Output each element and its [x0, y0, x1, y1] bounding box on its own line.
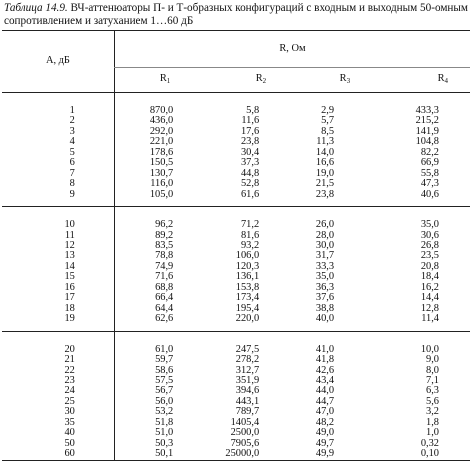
cell-r3: 49,7	[315, 437, 335, 449]
cell-attenuation: 3	[69, 125, 75, 137]
cell-r2: 44,8	[240, 167, 260, 179]
cell-r4: 9,0	[426, 354, 439, 366]
cell-r2: 93,2	[240, 239, 260, 251]
cell-attenuation: 15	[64, 271, 75, 283]
cell-r2: 106,0	[235, 250, 260, 262]
cell-r2: 25000,0	[192, 449, 288, 460]
cell-r1: 50,1	[114, 449, 192, 460]
cell-attenuation: 2	[69, 115, 75, 127]
cell-r4: 8,0	[426, 364, 439, 376]
cell-r3: 42,6	[315, 364, 335, 376]
cell-r4: 82,2	[420, 146, 439, 158]
cell-r4: 7,1	[426, 374, 439, 386]
cell-r2: 394,6	[235, 385, 260, 397]
cell-r3: 26,0	[315, 219, 335, 231]
cell-r3: 41,8	[315, 354, 335, 366]
cell-r1: 221,0	[114, 137, 192, 147]
cell-attenuation: 8	[69, 178, 75, 190]
cell-r4: 40,6	[372, 190, 470, 207]
cell-r4: 0,10	[372, 449, 470, 460]
cell-r1: 83,5	[114, 241, 192, 251]
cell-r3: 21,5	[315, 178, 335, 190]
cell-r3: 2,9	[321, 105, 335, 116]
cell-attenuation: 22	[64, 364, 75, 376]
header-resistance: R, Ом	[114, 31, 470, 68]
cell-r3: 19,0	[315, 167, 335, 179]
cell-r1: 59,7	[114, 355, 192, 365]
cell-r3: 49,0	[315, 427, 335, 439]
cell-r1: 68,8	[114, 283, 192, 293]
cell-r1: 56,7	[114, 386, 192, 396]
cell-r3: 40,0	[288, 314, 372, 331]
cell-r2: 11,6	[241, 115, 260, 127]
cell-r4: 14,4	[420, 292, 439, 304]
table-row	[2, 449, 470, 460]
cell-attenuation: 16	[64, 281, 75, 293]
cell-r2: 52,8	[240, 178, 260, 190]
cell-r1: 89,2	[114, 231, 192, 241]
cell-r4: 0,32	[420, 437, 439, 449]
cell-r1: 96,2	[114, 207, 192, 231]
cell-r1: 51,8	[114, 418, 192, 428]
cell-attenuation: 5	[69, 146, 75, 158]
cell-r4: 11,4	[372, 314, 470, 331]
cell-r2: 17,6	[240, 125, 260, 137]
cell-r1: 178,6	[114, 148, 192, 158]
cell-attenuation: 12	[64, 239, 75, 251]
cell-attenuation: 11	[64, 229, 75, 241]
cell-r3: 33,3	[315, 260, 335, 272]
cell-r3: 38,8	[315, 302, 335, 314]
cell-attenuation: 4	[69, 136, 75, 148]
cell-attenuation: 40	[64, 427, 75, 439]
cell-r4: 20,8	[420, 260, 439, 272]
cell-r2: 136,1	[235, 271, 260, 283]
cell-r3: 35,0	[315, 271, 335, 283]
header-attenuation: А, дБ	[2, 31, 114, 93]
cell-attenuation: 20	[64, 343, 75, 355]
cell-attenuation: 21	[64, 354, 75, 366]
cell-r1: 58,6	[114, 366, 192, 376]
cell-attenuation: 25	[64, 395, 75, 407]
cell-r2: 37,3	[240, 157, 260, 169]
header-r2: $R_2$	[192, 68, 288, 93]
table-caption	[4, 2, 470, 27]
cell-r2: 247,5	[235, 343, 260, 355]
cell-r1: 105,0	[114, 190, 192, 207]
cell-r2: 81,6	[240, 229, 260, 241]
cell-attenuation: 60	[2, 449, 114, 460]
cell-attenuation: 7	[69, 167, 75, 179]
cell-r2: 195,4	[235, 302, 260, 314]
cell-r3: 5,7	[321, 115, 335, 127]
cell-r3: 41,0	[315, 343, 335, 355]
cell-r1: 71,6	[114, 272, 192, 282]
cell-r1: 150,5	[114, 158, 192, 168]
header-r4: $R_4$	[372, 68, 470, 93]
cell-attenuation: 24	[64, 385, 75, 397]
table-row	[2, 207, 470, 231]
cell-r3: 36,3	[315, 281, 335, 293]
cell-r1: 78,8	[114, 251, 192, 261]
cell-r4: 1,0	[426, 427, 439, 439]
cell-r4: 141,9	[415, 125, 439, 137]
cell-r2: 443,1	[235, 395, 260, 407]
cell-r4: 16,2	[420, 281, 439, 293]
cell-r3: 44,0	[315, 385, 335, 397]
cell-attenuation: 13	[64, 250, 75, 262]
cell-r4: 55,8	[420, 167, 439, 179]
cell-r3: 43,4	[315, 374, 335, 386]
cell-r2: 71,2	[240, 219, 260, 231]
cell-r1: 53,2	[114, 407, 192, 417]
cell-r2: 61,6	[192, 190, 288, 207]
cell-r2: 153,8	[235, 281, 260, 293]
cell-r2: 351,9	[235, 374, 260, 386]
cell-r1: 292,0	[114, 127, 192, 137]
caption-text: ВЧ-аттенюаторы П- и Т-образных конфигураций с входным и выходным 50-омным сопротивлением и затуханием 1…60 дБ	[4, 2, 469, 27]
cell-r4: 26,8	[420, 239, 439, 251]
table-body	[2, 93, 470, 461]
cell-r1: 50,3	[114, 439, 192, 449]
cell-attenuation: 35	[64, 416, 75, 428]
cell-r1: 116,0	[114, 179, 192, 189]
cell-r3: 11,3	[316, 136, 335, 148]
cell-r3: 14,0	[315, 146, 335, 158]
cell-attenuation: 1	[69, 105, 75, 116]
cell-r1: 66,4	[114, 293, 192, 303]
cell-r2: 120,3	[235, 260, 260, 272]
cell-r1: 61,0	[114, 331, 192, 355]
cell-r3: 16,6	[315, 157, 335, 169]
cell-r1: 51,0	[114, 428, 192, 438]
cell-r2: 278,2	[235, 354, 260, 366]
cell-r4: 104,8	[415, 136, 439, 148]
table-row	[2, 355, 470, 365]
cell-attenuation: 10	[64, 219, 75, 231]
cell-attenuation: 9	[2, 190, 114, 207]
table-row	[2, 190, 470, 207]
cell-r3: 37,6	[315, 292, 335, 304]
cell-attenuation: 18	[64, 302, 75, 314]
cell-r3: 23,8	[288, 190, 372, 207]
header-r3: $R_3$	[288, 68, 372, 93]
cell-attenuation: 14	[64, 260, 75, 272]
cell-r2: 220,0	[192, 314, 288, 331]
cell-r2: 30,4	[240, 146, 260, 158]
table-row	[2, 93, 470, 117]
cell-r3: 31,7	[315, 250, 335, 262]
cell-r2: 789,7	[235, 406, 260, 418]
table-row	[2, 439, 470, 449]
cell-r4: 30,6	[420, 229, 439, 241]
cell-r4: 66,9	[420, 157, 439, 169]
cell-attenuation: 30	[64, 406, 75, 418]
cell-r1: 57,5	[114, 376, 192, 386]
cell-r3: 49,9	[288, 449, 372, 460]
table-row	[2, 314, 470, 331]
cell-r2: 7905,6	[230, 437, 260, 449]
cell-r3: 48,2	[315, 416, 335, 428]
cell-r4: 215,2	[415, 115, 439, 127]
cell-r3: 47,0	[315, 406, 335, 418]
cell-r4: 23,5	[420, 250, 439, 262]
cell-r4: 6,3	[426, 385, 439, 397]
cell-r1: 870,0	[114, 93, 192, 117]
cell-r1: 56,0	[114, 397, 192, 407]
cell-r2: 312,7	[235, 364, 260, 376]
cell-r4: 433,3	[415, 105, 439, 116]
cell-r3: 44,7	[315, 395, 335, 407]
caption-label: Таблица 14.9.	[4, 2, 68, 14]
cell-r2: 1405,4	[230, 416, 260, 428]
cell-r2: 173,4	[235, 292, 260, 304]
cell-r4: 3,2	[426, 406, 439, 418]
cell-attenuation: 6	[69, 157, 75, 169]
table-row	[2, 331, 470, 355]
cell-r2: 5,8	[246, 105, 260, 116]
cell-r3: 8,5	[321, 125, 335, 137]
cell-r4: 18,4	[420, 271, 439, 283]
cell-attenuation: 17	[64, 292, 75, 304]
cell-r1: 64,4	[114, 304, 192, 314]
cell-r1: 130,7	[114, 169, 192, 179]
cell-r1: 74,9	[114, 262, 192, 272]
cell-r2: 23,8	[240, 136, 260, 148]
cell-r4: 47,3	[420, 178, 439, 190]
cell-r3: 28,0	[315, 229, 335, 241]
cell-r3: 30,0	[315, 239, 335, 251]
cell-r1: 62,6	[114, 314, 192, 331]
cell-r4: 10,0	[420, 343, 439, 355]
cell-r4: 12,8	[420, 302, 439, 314]
cell-r4: 5,6	[426, 395, 439, 407]
cell-r4: 35,0	[420, 219, 439, 231]
cell-r1: 436,0	[114, 116, 192, 126]
cell-r2: 2500,0	[230, 427, 260, 439]
attenuator-table	[2, 30, 470, 461]
cell-attenuation: 23	[64, 374, 75, 386]
header-r1: $R_1$	[114, 68, 192, 93]
cell-attenuation: 50	[64, 437, 75, 449]
cell-r4: 1,8	[426, 416, 439, 428]
cell-attenuation: 19	[2, 314, 114, 331]
